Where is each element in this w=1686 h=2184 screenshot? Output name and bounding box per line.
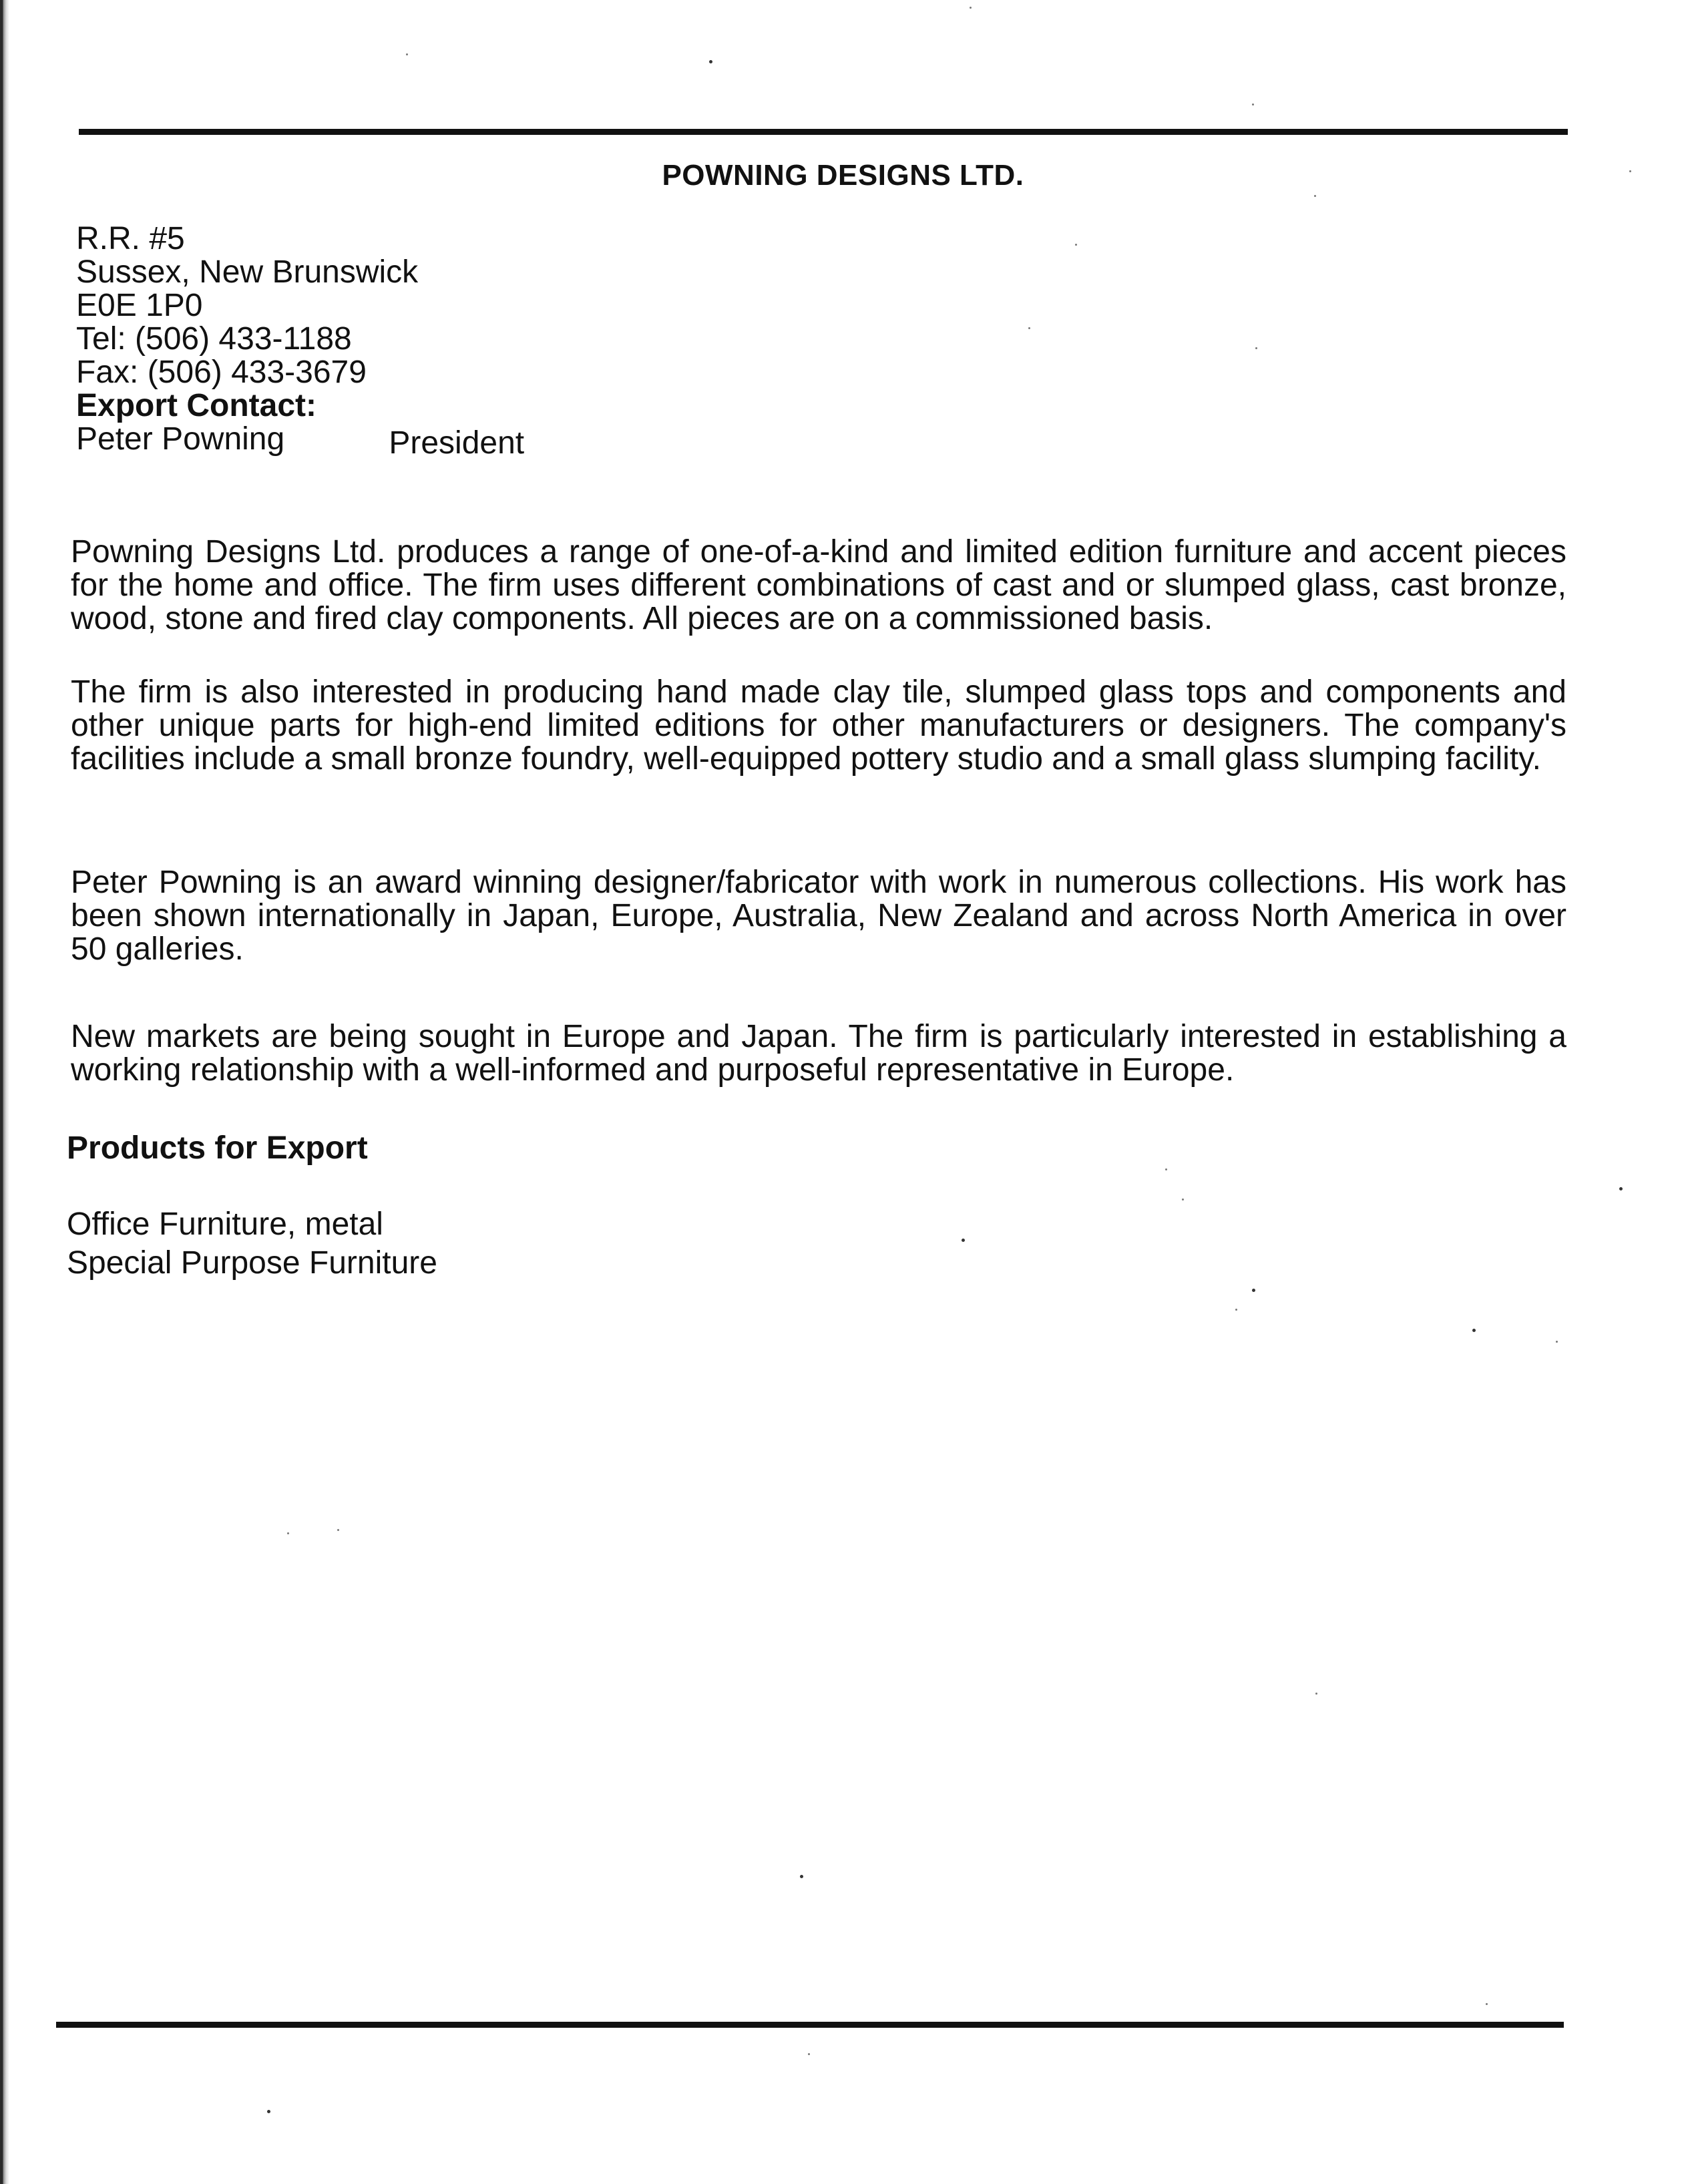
scan-edge — [0, 0, 9, 2184]
scan-speck — [970, 7, 972, 9]
export-contact-row — [76, 421, 525, 461]
scan-speck — [406, 53, 408, 55]
bottom-divider — [56, 2022, 1564, 2028]
scan-speck — [1165, 1168, 1167, 1170]
scan-speck — [1075, 244, 1077, 246]
scan-speck — [1486, 2003, 1488, 2005]
paragraph-markets: New markets are being sought in Europe and Japan. The firm is particularly interested in establishing a working relationship with a well-informed and purposeful representative in Europe. — [71, 1019, 1566, 1088]
address-line-2: Sussex, New Brunswick — [76, 254, 419, 290]
company-title: POWNING DESIGNS LTD. — [662, 159, 1024, 192]
scan-speck — [1252, 103, 1254, 105]
scan-speck — [1619, 1187, 1623, 1190]
product-item: Special Purpose Furniture — [67, 1245, 437, 1281]
contact-title: President — [389, 425, 525, 461]
scan-speck — [1472, 1329, 1476, 1332]
scan-speck — [1182, 1198, 1184, 1200]
products-heading: Products for Export — [67, 1130, 368, 1166]
paragraph-designer: Peter Powning is an award winning designer/fabricator with work in numerous collections. His work has been shown internationally in Japan, Europe, Australia, New Zealand and across North America in over 50 galleries. — [71, 865, 1566, 967]
scan-speck — [962, 1239, 965, 1242]
scan-speck — [1314, 195, 1316, 197]
paragraph-facilities: The firm is also interested in producing hand made clay tile, slumped glass tops and components and other unique parts for high-end limited editions for other manufacturers or designers. The company's facilities include a small bronze foundry, well-equipped pottery studio and a small glass slumping facility. — [71, 674, 1566, 777]
fax: Fax: (506) 433-3679 — [76, 355, 367, 390]
scan-speck — [808, 2053, 810, 2055]
export-contact-label: Export Contact: — [76, 388, 317, 423]
contact-name: Peter Powning — [76, 421, 285, 457]
scan-speck — [709, 60, 712, 63]
paragraph-products: Powning Designs Ltd. produces a range of one-of-a-kind and limited edition furniture and accent pieces for the home and office. The firm uses different combinations of cast and or slumped glass, cast bronze, wood, stone and fired clay components. All pieces are on a commissioned basis. — [71, 534, 1566, 636]
telephone: Tel: (506) 433-1188 — [76, 321, 352, 357]
products-list — [67, 1205, 437, 1283]
scan-speck — [1252, 1289, 1255, 1292]
product-item: Office Furniture, metal — [67, 1207, 383, 1242]
postal-code: E0E 1P0 — [76, 288, 203, 323]
scan-speck — [1028, 327, 1030, 329]
address-line-1: R.R. #5 — [76, 221, 185, 256]
scan-speck — [1255, 347, 1257, 349]
scan-speck — [1556, 1341, 1558, 1343]
top-divider — [79, 129, 1568, 135]
scan-speck — [1315, 1693, 1317, 1695]
scan-speck — [800, 1875, 803, 1878]
address-block — [76, 221, 525, 461]
scan-speck — [337, 1529, 339, 1531]
scan-speck — [1235, 1309, 1237, 1311]
scan-speck — [1629, 170, 1631, 172]
scan-speck — [287, 1532, 289, 1534]
scan-speck — [267, 2110, 270, 2113]
